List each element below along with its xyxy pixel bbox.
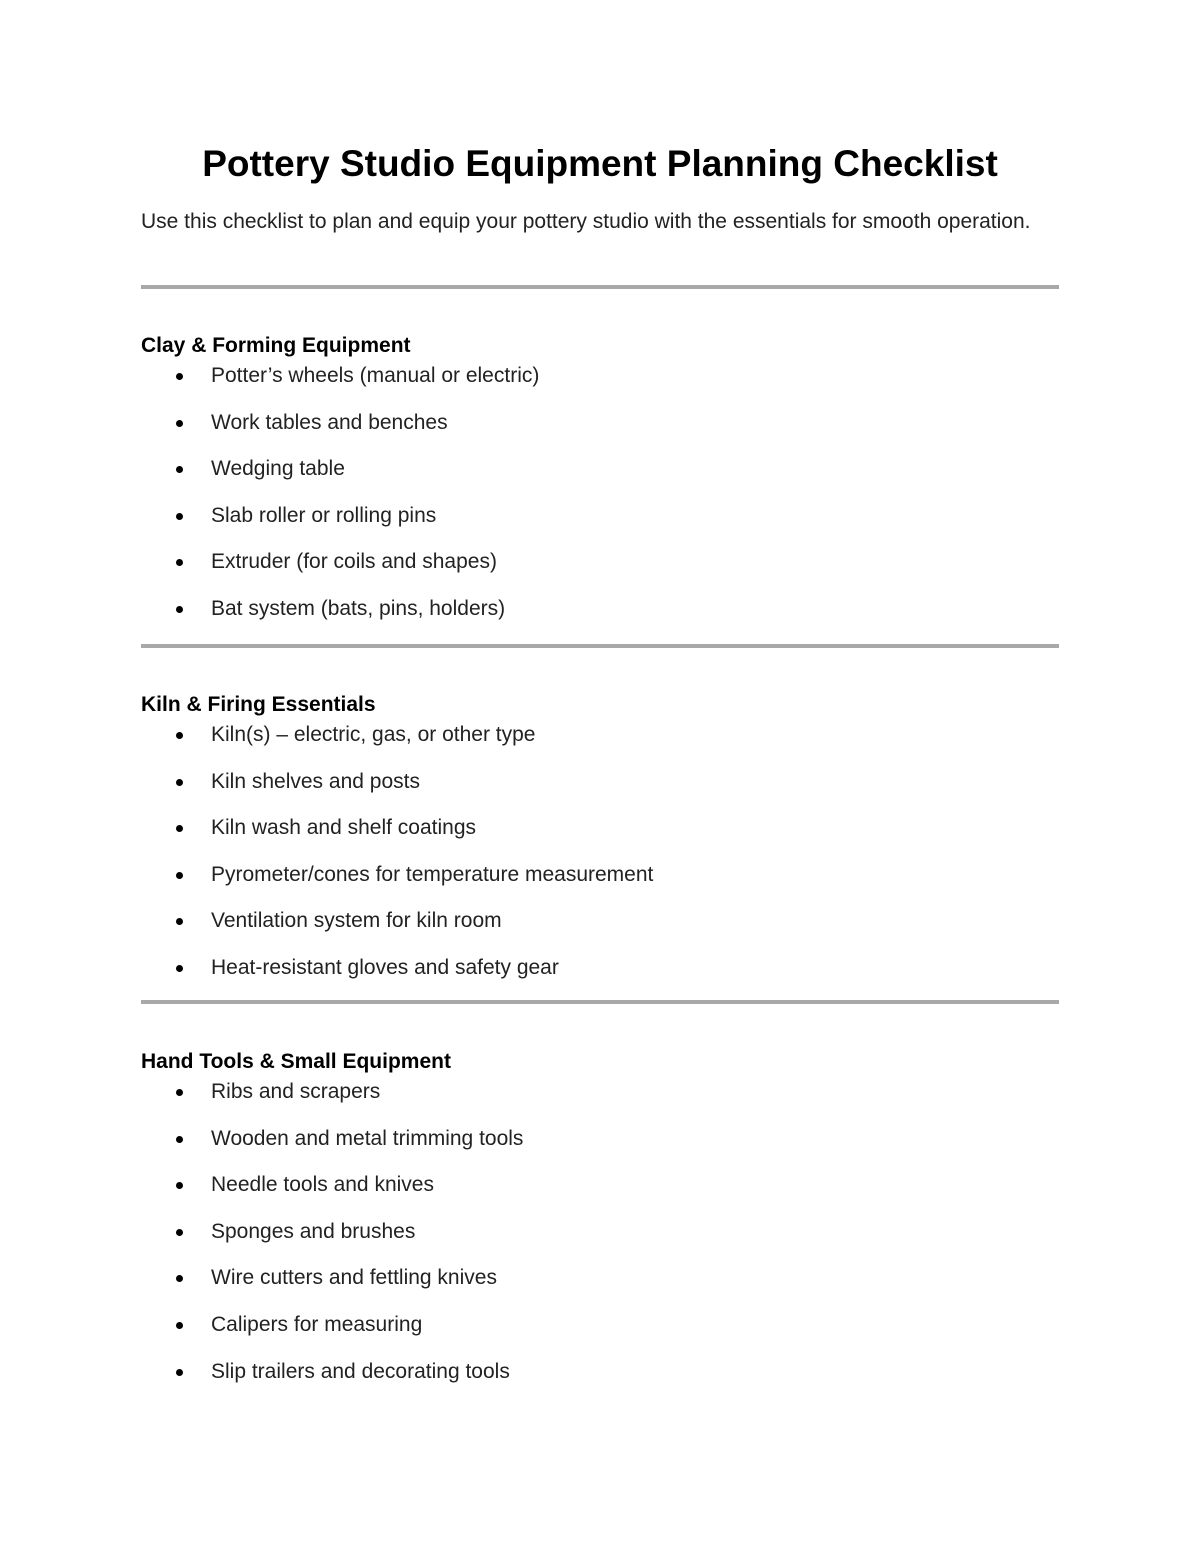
item-label: Work tables and benches — [211, 410, 448, 434]
item-label: Kiln wash and shelf coatings — [211, 816, 476, 840]
section-heading: Clay & Forming Equipment — [141, 334, 411, 357]
divider — [141, 1000, 1059, 1004]
list-item — [141, 1263, 1059, 1310]
item-label: Slab roller or rolling pins — [211, 503, 437, 527]
item-label: Bat system (bats, pins, holders) — [211, 596, 506, 620]
bullet-icon — [176, 825, 183, 832]
list-item — [141, 953, 1059, 1000]
bullet-icon — [176, 559, 183, 566]
section-heading: Hand Tools & Small Equipment — [141, 1050, 451, 1073]
list-item — [141, 860, 1059, 907]
item-label: Sponges and brushes — [211, 1219, 416, 1243]
bullet-icon — [176, 1089, 183, 1096]
list-item — [141, 594, 1059, 641]
list-item — [141, 720, 1059, 767]
list-item — [141, 454, 1059, 501]
bullet-icon — [176, 606, 183, 613]
bullet-icon — [176, 779, 183, 786]
bullet-icon — [176, 373, 183, 380]
list-item — [141, 1217, 1059, 1264]
item-label: Wedging table — [211, 457, 345, 481]
list-item — [141, 361, 1059, 408]
bullet-icon — [176, 1369, 183, 1376]
bullet-icon — [176, 918, 183, 925]
bullet-icon — [176, 1229, 183, 1236]
list-item — [141, 1310, 1059, 1357]
list-item — [141, 767, 1059, 814]
item-label: Needle tools and knives — [211, 1173, 434, 1197]
bullet-icon — [176, 1322, 183, 1329]
list-item — [141, 1077, 1059, 1124]
list-item — [141, 501, 1059, 548]
checklist — [141, 1077, 1059, 1403]
intro-paragraph: Use this checklist to plan and equip your pottery studio with the essentials for smooth operation. — [141, 210, 1031, 233]
divider — [141, 644, 1059, 648]
list-item — [141, 408, 1059, 455]
item-label: Ribs and scrapers — [211, 1080, 381, 1103]
item-label: Pyrometer/cones for temperature measurement — [211, 862, 654, 886]
bullet-icon — [176, 965, 183, 972]
section-clay-forming — [141, 331, 1059, 641]
list-item — [141, 547, 1059, 594]
checklist — [141, 720, 1059, 1000]
item-label: Kiln shelves and posts — [211, 769, 420, 793]
list-item — [141, 906, 1059, 953]
bullet-icon — [176, 1136, 183, 1143]
item-label: Slip trailers and decorating tools — [211, 1359, 510, 1383]
item-label: Kiln(s) – electric, gas, or other type — [211, 723, 536, 746]
list-item — [141, 1124, 1059, 1171]
bullet-icon — [176, 1182, 183, 1189]
bullet-icon — [176, 513, 183, 520]
item-label: Extruder (for coils and shapes) — [211, 550, 497, 574]
section-heading: Kiln & Firing Essentials — [141, 693, 376, 716]
bullet-icon — [176, 1275, 183, 1282]
checklist — [141, 361, 1059, 641]
bullet-icon — [176, 466, 183, 473]
item-label: Wooden and metal trimming tools — [211, 1126, 524, 1150]
list-item — [141, 813, 1059, 860]
item-label: Ventilation system for kiln room — [211, 909, 502, 933]
section-kiln-firing — [141, 690, 1059, 1000]
bullet-icon — [176, 872, 183, 879]
bullet-icon — [176, 420, 183, 427]
page-title: Pottery Studio Equipment Planning Checklist — [202, 143, 998, 184]
list-item — [141, 1357, 1059, 1404]
section-hand-tools — [141, 1047, 1059, 1403]
bullet-icon — [176, 732, 183, 739]
divider — [141, 285, 1059, 289]
item-label: Wire cutters and fettling knives — [211, 1266, 497, 1290]
item-label: Potter’s wheels (manual or electric) — [211, 364, 540, 387]
item-label: Calipers for measuring — [211, 1312, 423, 1336]
item-label: Heat-resistant gloves and safety gear — [211, 955, 559, 979]
list-item — [141, 1170, 1059, 1217]
